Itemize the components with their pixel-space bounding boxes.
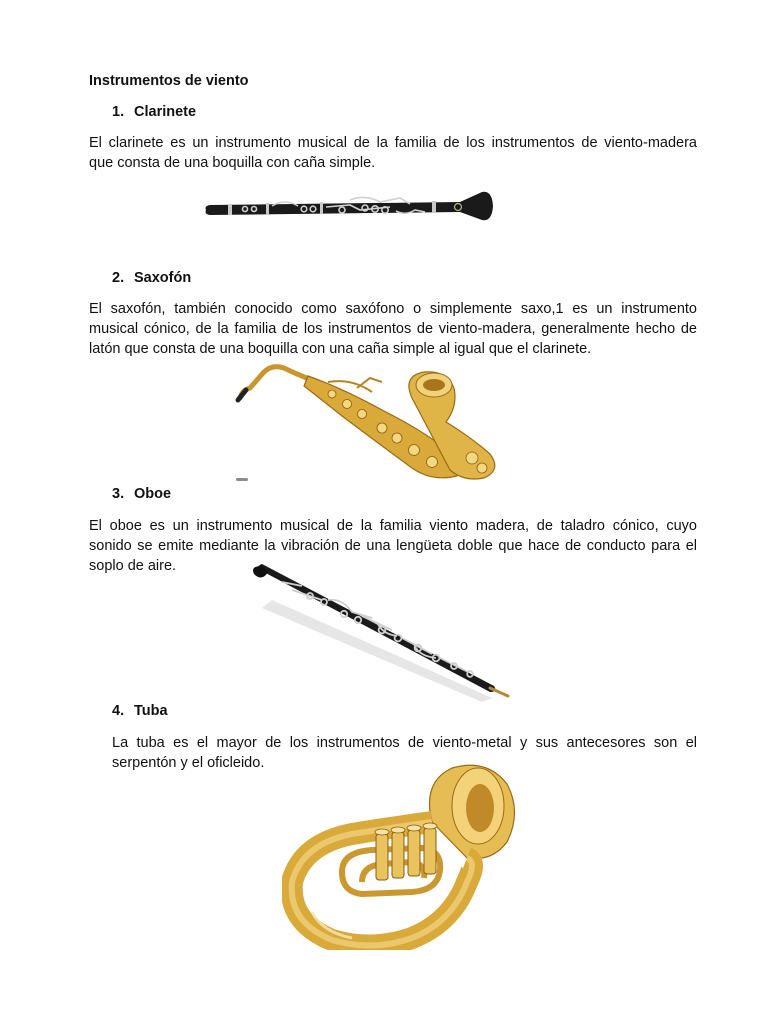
section-title: Oboe	[134, 486, 172, 502]
paragraph-line: serpentón y el oficleido.	[112, 755, 265, 771]
section-paragraph-clarinete	[89, 133, 697, 173]
paragraph-line: que consta de una boquilla con caña simple.	[89, 155, 376, 171]
clarinet-photo	[200, 180, 495, 240]
section-paragraph-saxofon	[89, 299, 697, 359]
paragraph-line: musical cónico, de la familia de los instrumentos de viento-madera, generalmente hecho de	[89, 321, 697, 337]
paragraph-line: latón que consta de una boquilla con una caña simple al igual que el clarinete.	[89, 341, 592, 357]
tuba-photo	[282, 762, 522, 950]
section-number: 2.	[112, 270, 125, 286]
oboe-photo	[232, 560, 517, 705]
section-number: 3.	[112, 486, 125, 502]
section-heading-tuba	[112, 703, 168, 719]
section-heading-clarinete	[112, 104, 196, 120]
paragraph-line: El clarinete es un instrumento musical de la familia de los instrumentos de viento-madera	[89, 135, 697, 151]
paragraph-line: El saxofón, también conocido como saxófono o simplemente saxo,1 es un instrumento	[89, 301, 697, 317]
saxophone-photo	[232, 358, 507, 488]
section-heading-oboe	[112, 486, 171, 502]
section-title: Saxofón	[134, 270, 192, 286]
document-title: Instrumentos de viento	[89, 73, 249, 89]
paragraph-line: sonido se emite mediante la vibración de una lengüeta doble que hace de conducto para el	[89, 538, 697, 554]
section-heading-saxofon	[112, 270, 191, 286]
paragraph-line: El oboe es un instrumento musical de la familia viento madera, de taladro cónico, cuyo	[89, 518, 697, 534]
section-number: 1.	[112, 104, 125, 120]
section-title: Clarinete	[134, 104, 197, 120]
paragraph-line: La tuba es el mayor de los instrumentos de viento-metal y sus antecesores son el	[112, 735, 697, 751]
section-number: 4.	[112, 703, 125, 719]
paragraph-line: soplo de aire.	[89, 558, 177, 574]
section-title: Tuba	[134, 703, 168, 719]
